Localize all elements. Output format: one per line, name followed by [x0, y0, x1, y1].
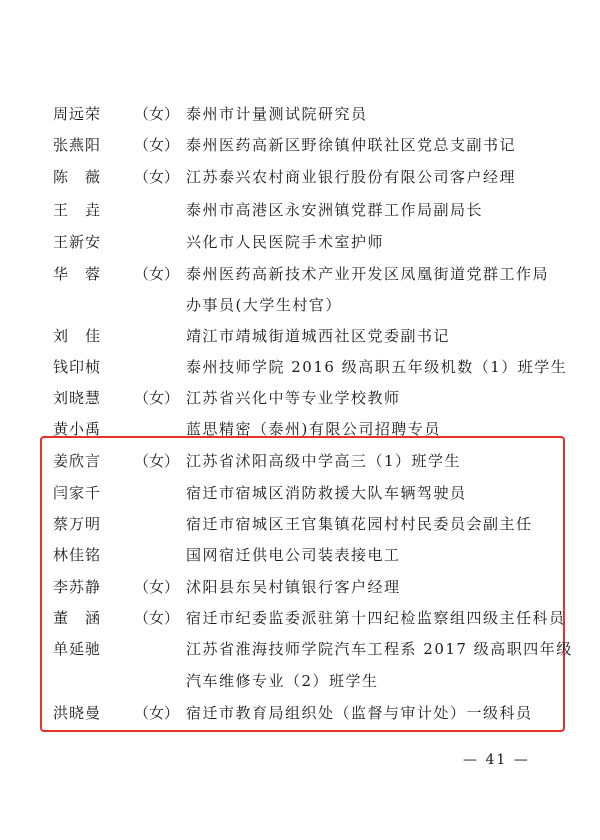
person-name: 洪晓曼: [53, 704, 102, 722]
list-item: [0, 321, 600, 351]
person-name: 钱印桢: [53, 358, 102, 376]
gender-note: （女）: [134, 578, 180, 596]
list-item: [0, 195, 600, 225]
person-name: 张燕阳: [53, 136, 102, 154]
person-description: 沭阳县东吴村镇银行客户经理: [186, 578, 401, 596]
gender-note: （女）: [134, 452, 180, 470]
person-name: 蔡万明: [53, 515, 102, 533]
list-item: [0, 352, 600, 382]
person-name: 刘 佳: [53, 327, 102, 345]
person-description: 兴化市人民医院手术室护师: [186, 233, 385, 251]
person-name: 华 蓉: [53, 265, 102, 283]
list-item: [0, 227, 600, 257]
person-name: 姜欣言: [53, 452, 102, 470]
person-name: 董 涵: [53, 609, 102, 627]
person-description: 江苏泰兴农村商业银行股份有限公司客户经理: [186, 168, 517, 186]
person-name: 黄小禹: [53, 420, 102, 438]
person-name: 林佳铭: [53, 546, 102, 564]
person-description: 江苏省兴化中等专业学校教师: [186, 389, 401, 407]
list-item: [0, 603, 600, 633]
person-name: 周远荣: [53, 105, 102, 123]
list-item-continuation: [0, 290, 600, 320]
list-item: [0, 99, 600, 129]
list-item: [0, 634, 600, 664]
list-item: [0, 540, 600, 570]
gender-note: （女）: [134, 136, 180, 154]
gender-note: （女）: [134, 265, 180, 283]
list-item: [0, 572, 600, 602]
list-item: [0, 509, 600, 539]
person-name: 闫家千: [53, 484, 102, 502]
list-item-continuation: [0, 666, 600, 696]
list-item: [0, 162, 600, 192]
person-name: 王新安: [53, 233, 102, 251]
person-name: 王 垚: [53, 201, 102, 219]
person-name: 陈 薇: [53, 168, 102, 186]
gender-note: （女）: [134, 704, 180, 722]
person-description: 蓝思精密（泰州)有限公司招聘专员: [186, 420, 441, 438]
gender-note: （女）: [134, 105, 180, 123]
list-item: [0, 478, 600, 508]
person-name: 李苏静: [53, 578, 102, 596]
list-item: [0, 383, 600, 413]
person-description: 江苏省沭阳高级中学高三（1）班学生: [186, 452, 462, 470]
person-description: 宿迁市教育局组织处（监督与审计处）一级科员: [186, 704, 533, 722]
list-item: [0, 130, 600, 160]
person-description: 泰州市计量测试院研究员: [186, 105, 368, 123]
person-description: 泰州市高港区永安洲镇党群工作局副局长: [186, 201, 484, 219]
person-description: 国网宿迁供电公司装表接电工: [186, 546, 401, 564]
gender-note: （女）: [134, 389, 180, 407]
person-description: 泰州医药高新区野徐镇仲联社区党总支副书记: [186, 136, 517, 154]
gender-note: （女）: [134, 609, 180, 627]
list-item: [0, 698, 600, 728]
person-name: 刘晓慧: [53, 389, 102, 407]
person-description: 宿迁市纪委监委派驻第十四纪检监察组四级主任科员: [186, 609, 566, 627]
person-description: 江苏省淮海技师学院汽车工程系 2017 级高职四年级: [186, 640, 573, 658]
person-description: 宿迁市宿城区消防救援大队车辆驾驶员: [186, 484, 467, 502]
gender-note: （女）: [134, 168, 180, 186]
person-description: 宿迁市宿城区王官集镇花园村村民委员会副主任: [186, 515, 533, 533]
person-description: 汽车维修专业（2）班学生: [186, 672, 379, 690]
page-number: — 41 —: [463, 752, 530, 768]
person-name: 单延驰: [53, 640, 102, 658]
person-description: 靖江市靖城街道城西社区党委副书记: [186, 327, 451, 345]
person-description: 办事员(大学生村官）: [186, 296, 342, 314]
person-description: 泰州技师学院 2016 级高职五年级机数（1）班学生: [186, 358, 568, 376]
person-description: 泰州医药高新技术产业开发区凤凰街道党群工作局: [186, 265, 550, 283]
list-item: [0, 446, 600, 476]
list-item: [0, 259, 600, 289]
